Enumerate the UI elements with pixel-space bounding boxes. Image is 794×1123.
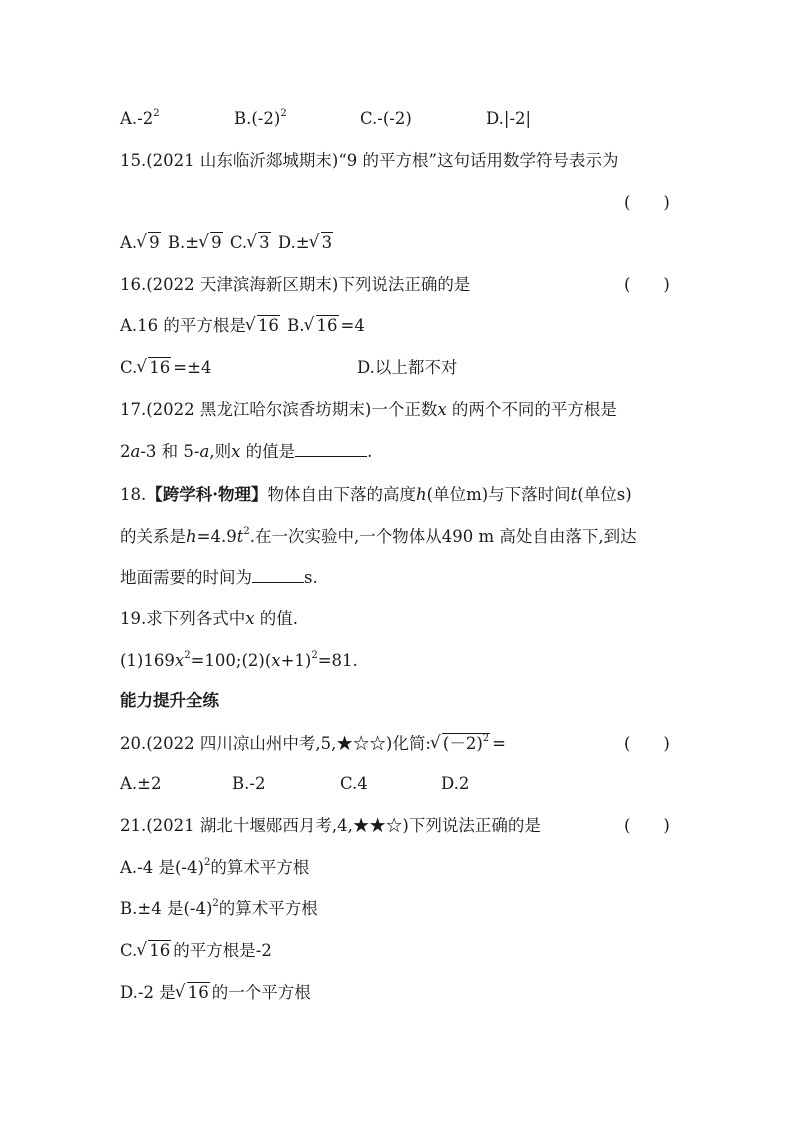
q20-option-b: B.-2 — [232, 774, 266, 793]
answer-blank[interactable] — [252, 568, 304, 583]
q20-stem: 20.(2022 四川凉山州中考,5,★☆☆)化简:√ $(-2)^2$ = — [120, 733, 506, 755]
q21-option-b: B.±4 是$(-4)^2$的算术平方根 — [120, 898, 318, 918]
q18-line-1: 18.【跨学科·物理】物体自由下落的高度h(单位m)与下落时间t(单位s) — [120, 485, 632, 504]
q16-option-c: C.√ 16 =±4 — [120, 357, 211, 379]
q21-option-a: A.-4 是$(-4)^2$的算术平方根 — [120, 857, 310, 877]
q20-answer-paren: ( ) — [624, 734, 670, 753]
q16-answer-paren: ( ) — [624, 275, 670, 294]
q19-line-1: 19.求下列各式中x 的值. — [120, 609, 299, 628]
q16-stem: 16.(2022 天津滨海新区期末)下列说法正确的是 — [120, 275, 471, 294]
q16-option-d: D.以上都不对 — [357, 358, 458, 377]
answer-blank[interactable] — [295, 442, 367, 457]
q16-options-ab: A.16 的平方根是√ 16 B.√ 16 =4 — [120, 315, 365, 337]
q18-line-3: 地面需要的时间为 s. — [120, 568, 318, 587]
q21-option-c: C.√ 16 的平方根是-2 — [120, 940, 272, 962]
q14-option-a: $A.-2^2$ — [120, 108, 160, 128]
q14-option-d: D.|-2| — [486, 109, 532, 128]
q14-option-c: C.-(-2) — [360, 109, 412, 128]
q14-option-b: $B.(-2)^2$ — [234, 108, 287, 128]
q15-answer-paren: ( ) — [624, 193, 670, 212]
section-title: 能力提升全练 — [120, 691, 219, 710]
q20-option-c: C.4 — [340, 774, 368, 793]
q17-line-1: 17.(2022 黑龙江哈尔滨香坊期末)一个正数x 的两个不同的平方根是 — [120, 400, 617, 419]
q17-line-2: 2a-3 和 5-a,则x 的值是 . — [120, 442, 373, 461]
q18-tag: 【跨学科·物理】 — [146, 485, 268, 504]
q21-answer-paren: ( ) — [624, 816, 670, 835]
q21-option-d: D.-2 是√ 16 的一个平方根 — [120, 982, 311, 1004]
q21-stem: 21.(2021 湖北十堰郧西月考,4,★★☆)下列说法正确的是 — [120, 816, 541, 835]
q18-line-2: 的关系是$h=4.9t^2$.在一次实验中,一个物体从490 m 高处自由落下,到达 — [120, 526, 637, 546]
q15-stem: 15.(2021 山东临沂郯城期末)“9 的平方根”这句话用数学符号表示为 — [120, 151, 619, 170]
q20-option-d: D.2 — [441, 774, 470, 793]
q19-line-2: $(1)169x^2=100;(2)(x+1)^2=81$. — [120, 650, 358, 670]
q20-option-a: A.±2 — [120, 774, 162, 793]
q15-options: A.√ 9 B.±√ 9 C.√ 3 D.±√ 3 — [120, 232, 335, 254]
